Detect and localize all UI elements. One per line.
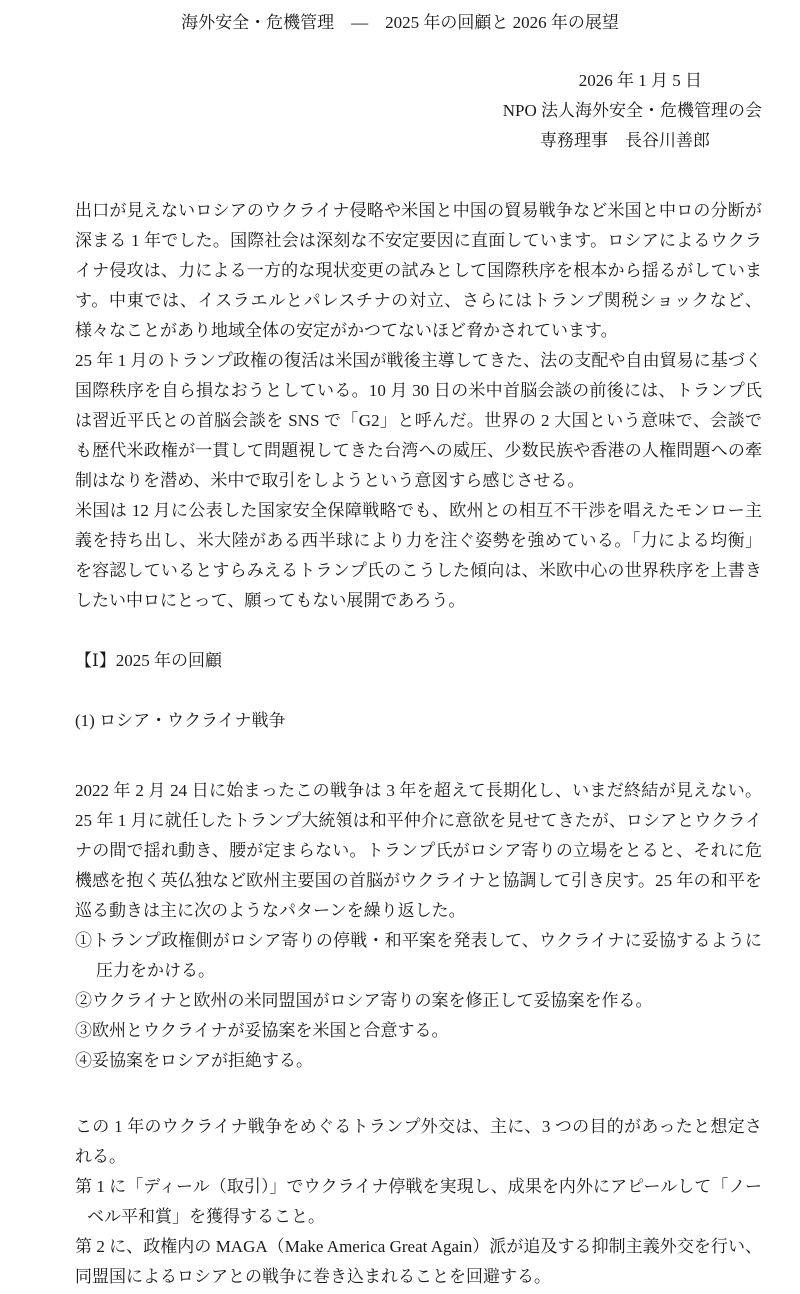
pattern-list-item-2: ②ウクライナと欧州の米同盟国がロシア寄りの案を修正して妥協案を作る。 [75,991,653,1010]
organization-name: NPO 法人海外安全・危機管理の会 [502,101,762,120]
pattern-list [75,926,762,1076]
intro-paragraph-1: 出口が見えないロシアのウクライナ侵略や米国と中国の貿易戦争など米国と中ロの分断が深まる 1 年でした。国際社会は深刻な不安定要因に直面しています。ロシアによるウクライナ侵攻は、力による一方的な現状変更の試みとして国際秩序を根本から揺るがしています。中東では、イスラエルとパレスチナの対立、さらにはトランプ関税ショックなど、様々なことがあり地域全体の安定がかつてないほど脅かされています。 [75,201,762,340]
document-title: 海外安全・危機管理 ― 2025 年の回顧と 2026 年の展望 [181,13,619,32]
pattern-list-item-4: ④妥協案をロシアが拒絶する。 [75,1051,313,1070]
document-date: 2026 年 1 月 5 日 [578,71,702,90]
author-name: 専務理事 長谷川善郎 [540,131,710,150]
closing-paragraph-1: この 1 年のウクライナ戦争をめぐるトランプ外交は、主に、3 つの目的があったと想定される。 [75,1117,762,1166]
closing-paragraph-2: 第 1 に「ディール（取引）」でウクライナ停戦を実現し、成果を内外にアピールして「ノーベル平和賞」を獲得すること。 [75,1177,762,1226]
pattern-list-item-3: ③欧州とウクライナが妥協案を米国と合意する。 [75,1021,449,1040]
war-overview-paragraph: 2022 年 2 月 24 日に始まったこの戦争は 3 年を超えて長期化し、いまだ終結が見えない。25 年 1 月に就任したトランプ大統領は和平仲介に意欲を見せてきたが、ロシアとウクライナの間で揺れ動き、腰が定まらない。トランプ氏がロシア寄りの立場をとると、それに危機感を抱く英仏独など欧州主要国の首脳がウクライナと協調して引き戻す。25 年の和平を巡る動きは主に次のようなパターンを繰り返した。 [75,781,762,920]
intro-paragraph-3: 米国は 12 月に公表した国家安全保障戦略でも、欧州との相互不干渉を唱えたモンロー主義を持ち出し、米大陸がある西半球により力を注ぐ姿勢を強めている。「力による均衡」を容認しているとすらみえるトランプ氏のこうした傾向は、米欧中心の世界秩序を上書きしたい中ロにとって、願ってもない展開であろう。 [75,501,762,610]
closing-paragraph-3: 第 2 に、政権内の MAGA（Make America Great Again）派が追及する抑制主義外交を行い、同盟国によるロシアとの戦争に巻き込まれることを回避する。 [75,1237,762,1286]
intro-paragraph-2: 25 年 1 月のトランプ政権の復活は米国が戦後主導してきた、法の支配や自由貿易に基づく国際秩序を自ら損なおうとしている。10 月 30 日の米中首脳会談の前後には、トランプ氏は習近平氏との首脳会談を SNS で「G2」と呼んだ。世界の 2 大国という意味で、会談でも歴代米政権が一貫して問題視してきた台湾への威圧、少数民族や香港の人権問題への牽制はなりを潜め、米中で取引をしようという意図すら感じさせる。 [75,351,762,490]
section-1-heading: 【Ⅰ】2025 年の回顧 [75,651,222,670]
subsection-1-heading: (1) ロシア・ウクライナ戦争 [75,711,286,730]
document-meta [75,66,762,156]
pattern-list-item-1: ①トランプ政権側がロシア寄りの停戦・和平案を発表して、ウクライナに妥協するように圧力をかける。 [75,931,762,980]
